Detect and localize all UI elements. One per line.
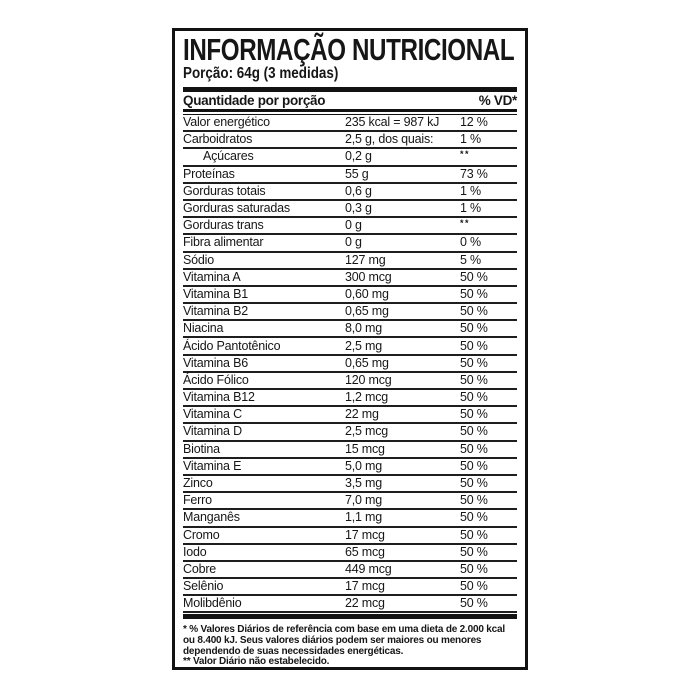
nutrient-name: Gorduras trans	[183, 218, 264, 233]
nutrient-amount: 22 mg	[345, 407, 379, 422]
nutrient-daily-value: 50 %	[460, 269, 488, 284]
nutrient-name: Vitamina E	[183, 458, 242, 473]
footnote-daily-values: * % Valores Diários de referência com base em uma dieta de 2.000 kcal ou 8.400 kJ. Seus valores diários podem ser maiores ou menores dependendo de suas necessidades energéticas.	[183, 624, 505, 657]
nutrient-amount: 2,5 mg	[345, 338, 383, 353]
nutrient-daily-value: 50 %	[460, 527, 488, 542]
nutrient-daily-value: 50 %	[460, 424, 488, 439]
nutrient-name: Gorduras totais	[183, 183, 266, 198]
nutrient-daily-value: 50 %	[460, 510, 488, 525]
nutrient-name: Vitamina D	[183, 424, 242, 439]
serving-size: Porção: 64g (3 medidas)	[183, 65, 339, 82]
nutrition-label	[172, 28, 528, 670]
nutrient-amount: 2,5 g, dos quais:	[345, 132, 434, 147]
nutrient-daily-value: 50 %	[460, 304, 488, 319]
nutrient-daily-value: 50 %	[460, 458, 488, 473]
table-row	[183, 304, 517, 321]
nutrient-name: Manganês	[183, 510, 240, 525]
table-row	[183, 579, 517, 596]
nutrient-daily-value: 50 %	[460, 493, 488, 508]
nutrient-amount: 8,0 mg	[345, 321, 383, 336]
nutrient-name: Açúcares	[203, 149, 254, 164]
nutrient-amount: 235 kcal = 987 kJ	[345, 115, 440, 130]
nutrient-daily-value: 5 %	[460, 252, 481, 267]
nutrient-name: Vitamina B6	[183, 355, 248, 370]
nutrient-amount: 300 mcg	[345, 269, 392, 284]
nutrient-name: Cromo	[183, 527, 220, 542]
table-row	[183, 235, 517, 252]
nutrient-name: Biotina	[183, 441, 220, 456]
nutrient-amount: 65 mcg	[345, 544, 385, 559]
nutrient-amount: 1,2 mcg	[345, 390, 389, 405]
nutrient-name: Vitamina C	[183, 407, 242, 422]
table-row	[183, 270, 517, 287]
nutrient-daily-value: 0 %	[460, 235, 481, 250]
table-row	[183, 253, 517, 270]
nutrient-name: Selênio	[183, 579, 224, 594]
nutrient-daily-value: 50 %	[460, 286, 488, 301]
nutrition-table	[183, 115, 517, 613]
footnote-not-established: ** Valor Diário não estabelecido.	[183, 656, 330, 668]
nutrient-name: Vitamina B12	[183, 390, 255, 405]
nutrient-name: Sódio	[183, 252, 214, 267]
nutrient-daily-value: 50 %	[460, 372, 488, 387]
nutrient-name: Zinco	[183, 476, 213, 491]
nutrient-name: Iodo	[183, 544, 207, 559]
table-row	[183, 545, 517, 562]
table-row	[183, 321, 517, 338]
nutrient-amount: 7,0 mg	[345, 493, 383, 508]
table-row	[183, 493, 517, 510]
table-row	[183, 476, 517, 493]
nutrient-daily-value: **	[460, 218, 471, 229]
table-row	[183, 390, 517, 407]
column-header-daily-value: % VD*	[478, 93, 517, 108]
nutrient-daily-value: **	[460, 149, 471, 160]
nutrient-daily-value: 1 %	[460, 132, 481, 147]
nutrition-label-title: INFORMAÇÃO NUTRICIONAL	[183, 32, 515, 67]
nutrient-daily-value: 12 %	[460, 115, 488, 130]
table-row	[183, 562, 517, 579]
table-row	[183, 424, 517, 441]
nutrient-amount: 127 mg	[345, 252, 386, 267]
nutrient-name: Vitamina B1	[183, 286, 248, 301]
nutrient-daily-value: 50 %	[460, 561, 488, 576]
nutrient-daily-value: 50 %	[460, 441, 488, 456]
table-row	[183, 338, 517, 355]
table-row	[183, 218, 517, 235]
table-row	[183, 184, 517, 201]
nutrient-daily-value: 73 %	[460, 166, 488, 181]
nutrient-daily-value: 50 %	[460, 390, 488, 405]
nutrient-amount: 120 mcg	[345, 372, 392, 387]
nutrient-name: Carboidratos	[183, 132, 253, 147]
table-row	[183, 442, 517, 459]
nutrient-name: Vitamina A	[183, 269, 241, 284]
nutrient-daily-value: 50 %	[460, 321, 488, 336]
table-row	[183, 510, 517, 527]
nutrient-daily-value: 50 %	[460, 407, 488, 422]
table-row	[183, 167, 517, 184]
table-row	[183, 356, 517, 373]
column-header-quantity: Quantidade por porção	[183, 93, 326, 108]
nutrient-amount: 17 mcg	[345, 527, 385, 542]
nutrient-amount: 17 mcg	[345, 579, 385, 594]
table-row	[183, 459, 517, 476]
nutrient-name: Fibra alimentar	[183, 235, 264, 250]
nutrient-amount: 5,0 mg	[345, 458, 383, 473]
nutrient-amount: 0,2 g	[345, 149, 372, 164]
nutrient-name: Ácido Pantotênico	[183, 338, 281, 353]
nutrient-amount: 0,3 g	[345, 201, 372, 216]
footer-divider-bar	[183, 614, 517, 619]
nutrient-daily-value: 50 %	[460, 476, 488, 491]
nutrient-amount: 0,65 mg	[345, 355, 389, 370]
nutrient-amount: 0,60 mg	[345, 286, 389, 301]
table-row	[183, 149, 517, 166]
nutrient-daily-value: 50 %	[460, 579, 488, 594]
nutrient-amount: 1,1 mg	[345, 510, 383, 525]
nutrient-name: Ácido Fólico	[183, 372, 249, 387]
nutrient-daily-value: 50 %	[460, 355, 488, 370]
table-row	[183, 407, 517, 424]
nutrient-name: Gorduras saturadas	[183, 201, 290, 216]
nutrient-name: Molibdênio	[183, 596, 242, 611]
table-row	[183, 528, 517, 545]
footnotes	[183, 625, 517, 667]
nutrient-amount: 0,6 g	[345, 183, 372, 198]
nutrient-amount: 0 g	[345, 218, 362, 233]
nutrient-amount: 22 mcg	[345, 596, 385, 611]
nutrient-daily-value: 50 %	[460, 338, 488, 353]
nutrient-amount: 449 mcg	[345, 561, 392, 576]
nutrient-name: Niacina	[183, 321, 224, 336]
nutrient-daily-value: 1 %	[460, 183, 481, 198]
table-row	[183, 373, 517, 390]
nutrient-name: Cobre	[183, 561, 217, 576]
table-row	[183, 115, 517, 132]
table-row	[183, 287, 517, 304]
nutrient-amount: 0 g	[345, 235, 362, 250]
nutrient-amount: 3,5 mg	[345, 476, 383, 491]
table-row	[183, 596, 517, 613]
nutrient-name: Ferro	[183, 493, 212, 508]
nutrient-daily-value: 50 %	[460, 544, 488, 559]
table-column-header	[183, 92, 517, 109]
nutrient-amount: 15 mcg	[345, 441, 385, 456]
nutrient-amount: 2,5 mcg	[345, 424, 389, 439]
nutrient-daily-value: 1 %	[460, 201, 481, 216]
nutrient-daily-value: 50 %	[460, 596, 488, 611]
nutrient-name: Proteínas	[183, 166, 235, 181]
nutrient-name: Vitamina B2	[183, 304, 248, 319]
nutrient-amount: 55 g	[345, 166, 369, 181]
nutrient-amount: 0,65 mg	[345, 304, 389, 319]
nutrient-name: Valor energético	[183, 115, 270, 130]
